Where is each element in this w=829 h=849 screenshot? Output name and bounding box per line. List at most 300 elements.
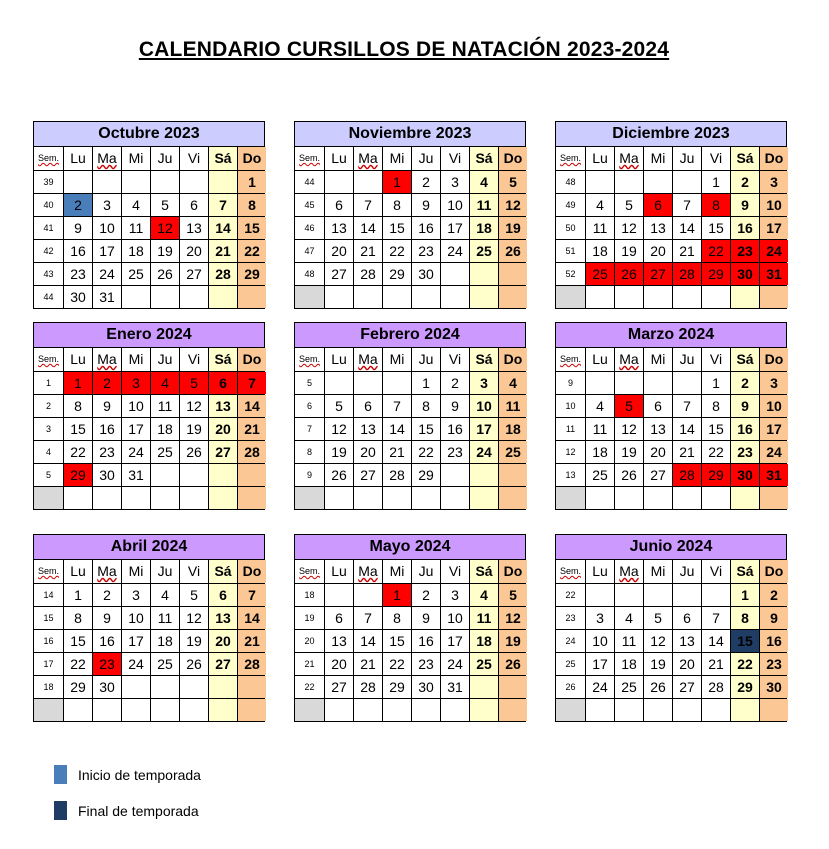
- day-cell: 2: [63, 194, 92, 216]
- day-cell: 3: [440, 171, 469, 193]
- week-row: [556, 675, 786, 698]
- day-cell: 9: [440, 395, 469, 417]
- legend-item-end: [54, 801, 199, 820]
- empty-day-cell: [324, 584, 353, 606]
- week-number: 51: [565, 246, 576, 256]
- day-cell: 14: [701, 630, 730, 652]
- empty-day-cell: [150, 286, 179, 308]
- week-row: [556, 417, 786, 440]
- day-cell: 11: [150, 395, 179, 417]
- day-cell: 26: [324, 464, 353, 486]
- day-cell: 2: [730, 171, 759, 193]
- weekday-header: Ju: [411, 560, 440, 583]
- week-row: [556, 371, 786, 394]
- day-cell: 18: [585, 240, 614, 262]
- day-cell: 16: [440, 418, 469, 440]
- day-cell: 26: [498, 240, 527, 262]
- weekday-header: Sá: [469, 560, 498, 583]
- empty-day-cell: [179, 286, 208, 308]
- day-cell: 6: [643, 395, 672, 417]
- week-row: [295, 652, 525, 675]
- empty-day-cell: [469, 699, 498, 721]
- day-cell: 2: [440, 372, 469, 394]
- empty-day-cell: [179, 171, 208, 193]
- week-row: [556, 262, 786, 285]
- weekday-header: Vi: [179, 147, 208, 170]
- day-cell: 13: [324, 217, 353, 239]
- day-cell: 9: [63, 217, 92, 239]
- day-cell: 5: [498, 584, 527, 606]
- empty-day-cell: [585, 584, 614, 606]
- empty-day-cell: [440, 286, 469, 308]
- weekday-header: Ju: [150, 147, 179, 170]
- day-cell: 17: [759, 217, 788, 239]
- day-cell: 28: [353, 263, 382, 285]
- week-row: [556, 629, 786, 652]
- day-cell: 20: [208, 418, 237, 440]
- weekday-header: Do: [498, 348, 527, 371]
- day-cell: 2: [759, 584, 788, 606]
- empty-day-cell: [614, 286, 643, 308]
- weekday-header: Vi: [179, 348, 208, 371]
- day-cell: 17: [759, 418, 788, 440]
- day-cell: 9: [759, 607, 788, 629]
- weekday-header: Ma: [614, 348, 643, 371]
- day-cell: 11: [469, 194, 498, 216]
- day-cell: 31: [759, 263, 788, 285]
- week-row: [34, 371, 264, 394]
- empty-day-cell: [179, 487, 208, 509]
- empty-day-cell: [63, 487, 92, 509]
- day-cell: 22: [411, 441, 440, 463]
- week-row: [556, 394, 786, 417]
- empty-day-cell: [179, 464, 208, 486]
- weekday-header: Do: [498, 147, 527, 170]
- day-cell: 3: [585, 607, 614, 629]
- week-number: 52: [565, 269, 576, 279]
- day-cell: 23: [411, 653, 440, 675]
- empty-day-cell: [353, 699, 382, 721]
- day-cell: 6: [324, 194, 353, 216]
- weekday-header: Ma: [614, 147, 643, 170]
- month-calendar: [294, 322, 526, 510]
- weekday-header: Ma: [614, 560, 643, 583]
- day-cell: 8: [63, 395, 92, 417]
- day-cell: 23: [411, 240, 440, 262]
- day-cell: 19: [643, 653, 672, 675]
- weekday-header: Sá: [208, 348, 237, 371]
- day-cell: 18: [150, 418, 179, 440]
- legend-label-start: Inicio de temporada: [78, 766, 201, 783]
- week-number: [556, 286, 585, 308]
- day-cell: 4: [121, 194, 150, 216]
- week-number: [295, 286, 324, 308]
- day-cell: 14: [237, 395, 266, 417]
- page-title: CALENDARIO CURSILLOS DE NATACIÓN 2023-2024: [138, 38, 670, 61]
- day-cell: 21: [672, 240, 701, 262]
- week-row: [34, 675, 264, 698]
- weekday-header: Lu: [63, 348, 92, 371]
- day-cell: 5: [150, 194, 179, 216]
- empty-day-cell: [701, 286, 730, 308]
- week-number: 17: [43, 659, 54, 669]
- empty-day-cell: [382, 372, 411, 394]
- day-cell: 18: [150, 630, 179, 652]
- day-cell: 30: [730, 464, 759, 486]
- day-cell: 23: [759, 653, 788, 675]
- weekday-header: Sem.: [37, 566, 59, 576]
- day-cell: 23: [63, 263, 92, 285]
- day-cell: 1: [382, 171, 411, 193]
- empty-day-cell: [759, 699, 788, 721]
- empty-day-cell: [440, 699, 469, 721]
- day-cell: 11: [469, 607, 498, 629]
- day-cell: 5: [498, 171, 527, 193]
- weekday-header: Sem.: [298, 354, 320, 364]
- weekday-header: Sá: [469, 348, 498, 371]
- week-number: 48: [565, 177, 576, 187]
- week-row: [556, 463, 786, 486]
- day-cell: 10: [440, 607, 469, 629]
- day-cell: 5: [179, 372, 208, 394]
- month-calendar: [33, 121, 265, 309]
- weekday-header: Mi: [121, 147, 150, 170]
- day-cell: 6: [353, 395, 382, 417]
- day-cell: 6: [324, 607, 353, 629]
- empty-day-cell: [701, 699, 730, 721]
- week-row: [295, 262, 525, 285]
- week-row: [295, 394, 525, 417]
- day-cell: 15: [63, 630, 92, 652]
- month-title: Enero 2024: [34, 323, 264, 348]
- day-cell: 13: [208, 395, 237, 417]
- day-cell: 4: [469, 171, 498, 193]
- day-cell: 14: [353, 630, 382, 652]
- empty-day-cell: [614, 699, 643, 721]
- day-cell: 12: [324, 418, 353, 440]
- week-row: [556, 193, 786, 216]
- week-row: [34, 262, 264, 285]
- week-row: [34, 629, 264, 652]
- week-number: 2: [45, 401, 51, 411]
- day-cell: 3: [121, 372, 150, 394]
- day-cell: 9: [92, 395, 121, 417]
- day-cell: 21: [208, 240, 237, 262]
- weekday-header: Ju: [150, 348, 179, 371]
- weekday-header: Do: [759, 560, 788, 583]
- day-cell: 15: [701, 217, 730, 239]
- week-number: 10: [565, 401, 576, 411]
- weekday-header: Vi: [440, 348, 469, 371]
- day-cell: 8: [237, 194, 266, 216]
- day-cell: 29: [382, 676, 411, 698]
- week-number: 6: [306, 401, 312, 411]
- week-number: 40: [43, 200, 54, 210]
- day-cell: 16: [411, 217, 440, 239]
- empty-day-cell: [498, 263, 527, 285]
- day-cell: 1: [411, 372, 440, 394]
- week-number: [34, 699, 63, 721]
- day-cell: 14: [353, 217, 382, 239]
- day-cell: 3: [469, 372, 498, 394]
- day-cell: 10: [121, 395, 150, 417]
- day-cell: 11: [614, 630, 643, 652]
- weekday-header: Vi: [179, 560, 208, 583]
- empty-day-cell: [498, 676, 527, 698]
- day-cell: 23: [92, 441, 121, 463]
- empty-day-cell: [63, 171, 92, 193]
- empty-day-cell: [121, 171, 150, 193]
- empty-day-cell: [614, 487, 643, 509]
- day-cell: 3: [121, 584, 150, 606]
- month-calendar: [294, 534, 526, 722]
- empty-day-cell: [411, 487, 440, 509]
- day-cell: 8: [701, 194, 730, 216]
- day-cell: 5: [614, 395, 643, 417]
- weekday-header: Ma: [92, 560, 121, 583]
- day-cell: 10: [759, 194, 788, 216]
- week-number: 1: [45, 378, 51, 388]
- day-cell: 8: [382, 607, 411, 629]
- day-cell: 17: [92, 240, 121, 262]
- month-calendar: [294, 121, 526, 309]
- weekday-header: Lu: [63, 560, 92, 583]
- week-number: 44: [43, 292, 54, 302]
- day-cell: 3: [440, 584, 469, 606]
- day-cell: 18: [469, 217, 498, 239]
- empty-day-cell: [498, 464, 527, 486]
- day-cell: 26: [498, 653, 527, 675]
- weekday-header: Sá: [208, 147, 237, 170]
- weekday-header: Do: [498, 560, 527, 583]
- week-row: [295, 606, 525, 629]
- day-cell: 24: [759, 441, 788, 463]
- month-title: Noviembre 2023: [295, 122, 525, 147]
- day-cell: 9: [411, 607, 440, 629]
- day-cell: 28: [701, 676, 730, 698]
- empty-day-cell: [643, 286, 672, 308]
- empty-day-cell: [759, 487, 788, 509]
- week-number: 18: [304, 590, 315, 600]
- weekday-header: Sem.: [37, 354, 59, 364]
- day-cell: 2: [411, 584, 440, 606]
- week-number: 42: [43, 246, 54, 256]
- day-cell: 15: [382, 630, 411, 652]
- day-cell: 12: [614, 217, 643, 239]
- weekday-header: Do: [237, 147, 266, 170]
- month-calendar: [555, 534, 787, 722]
- week-number: 15: [43, 613, 54, 623]
- day-cell: 28: [237, 653, 266, 675]
- weekday-header: Ju: [150, 560, 179, 583]
- day-cell: 22: [63, 653, 92, 675]
- day-cell: 22: [701, 441, 730, 463]
- day-cell: 19: [324, 441, 353, 463]
- day-cell: 27: [643, 263, 672, 285]
- week-row: [556, 583, 786, 606]
- day-cell: 30: [411, 263, 440, 285]
- empty-day-cell: [498, 286, 527, 308]
- week-number: 46: [304, 223, 315, 233]
- day-cell: 22: [237, 240, 266, 262]
- week-row: [295, 486, 525, 509]
- day-cell: 27: [324, 676, 353, 698]
- empty-day-cell: [179, 699, 208, 721]
- week-number: 7: [306, 424, 312, 434]
- day-cell: 28: [382, 464, 411, 486]
- day-cell: 22: [382, 653, 411, 675]
- week-row: [295, 239, 525, 262]
- day-cell: 17: [121, 418, 150, 440]
- empty-day-cell: [237, 699, 266, 721]
- day-cell: 30: [759, 676, 788, 698]
- day-cell: 27: [643, 464, 672, 486]
- day-cell: 13: [353, 418, 382, 440]
- week-number: 9: [306, 470, 312, 480]
- week-number: 43: [43, 269, 54, 279]
- day-cell: 23: [440, 441, 469, 463]
- week-number: 23: [565, 613, 576, 623]
- day-cell: 10: [92, 217, 121, 239]
- day-cell: 9: [730, 194, 759, 216]
- week-row: [34, 216, 264, 239]
- day-cell: 1: [63, 584, 92, 606]
- day-cell: 26: [614, 263, 643, 285]
- week-number: [295, 487, 324, 509]
- day-cell: 21: [353, 240, 382, 262]
- day-cell: 7: [208, 194, 237, 216]
- day-cell: 15: [411, 418, 440, 440]
- week-number: 4: [45, 447, 51, 457]
- day-cell: 12: [498, 607, 527, 629]
- weekday-header: Mi: [382, 348, 411, 371]
- weekday-header: Ju: [411, 147, 440, 170]
- week-row: [34, 193, 264, 216]
- day-cell: 18: [585, 441, 614, 463]
- weekday-header: Sá: [730, 348, 759, 371]
- weekday-header: Do: [237, 348, 266, 371]
- day-cell: 1: [237, 171, 266, 193]
- week-row: [34, 486, 264, 509]
- empty-day-cell: [672, 487, 701, 509]
- day-cell: 13: [324, 630, 353, 652]
- day-cell: 22: [382, 240, 411, 262]
- day-cell: 21: [382, 441, 411, 463]
- empty-day-cell: [208, 464, 237, 486]
- day-cell: 30: [411, 676, 440, 698]
- weekday-header: Vi: [701, 560, 730, 583]
- day-cell: 7: [353, 607, 382, 629]
- empty-day-cell: [324, 372, 353, 394]
- weekday-header: Ju: [672, 560, 701, 583]
- day-cell: 24: [469, 441, 498, 463]
- empty-day-cell: [469, 286, 498, 308]
- day-cell: 15: [730, 630, 759, 652]
- week-row: [34, 394, 264, 417]
- day-cell: 1: [730, 584, 759, 606]
- day-cell: 24: [121, 441, 150, 463]
- empty-day-cell: [324, 487, 353, 509]
- day-cell: 29: [63, 464, 92, 486]
- week-number: 13: [565, 470, 576, 480]
- empty-day-cell: [759, 286, 788, 308]
- empty-day-cell: [353, 487, 382, 509]
- day-cell: 4: [469, 584, 498, 606]
- weekday-header: Lu: [585, 560, 614, 583]
- day-cell: 2: [92, 372, 121, 394]
- week-row: [34, 698, 264, 721]
- week-row: [295, 170, 525, 193]
- empty-day-cell: [672, 171, 701, 193]
- day-cell: 19: [498, 217, 527, 239]
- day-cell: 15: [237, 217, 266, 239]
- day-cell: 7: [701, 607, 730, 629]
- weekday-header: Ma: [353, 348, 382, 371]
- week-number: 21: [304, 659, 315, 669]
- empty-day-cell: [324, 286, 353, 308]
- day-cell: 13: [179, 217, 208, 239]
- empty-day-cell: [614, 372, 643, 394]
- weekday-header: Lu: [324, 147, 353, 170]
- day-cell: 18: [498, 418, 527, 440]
- day-cell: 27: [208, 653, 237, 675]
- week-number: 18: [43, 682, 54, 692]
- empty-day-cell: [237, 487, 266, 509]
- week-number: 26: [565, 682, 576, 692]
- empty-day-cell: [411, 286, 440, 308]
- week-row: [556, 440, 786, 463]
- week-number: 5: [306, 378, 312, 388]
- day-cell: 3: [92, 194, 121, 216]
- day-cell: 22: [63, 441, 92, 463]
- day-cell: 27: [672, 676, 701, 698]
- day-cell: 9: [92, 607, 121, 629]
- day-cell: 13: [643, 217, 672, 239]
- day-cell: 1: [701, 171, 730, 193]
- day-cell: 20: [324, 653, 353, 675]
- empty-day-cell: [208, 286, 237, 308]
- day-cell: 10: [585, 630, 614, 652]
- day-cell: 14: [208, 217, 237, 239]
- week-number: 45: [304, 200, 315, 210]
- month-title: Octubre 2023: [34, 122, 264, 147]
- week-number: 8: [306, 447, 312, 457]
- day-cell: 8: [730, 607, 759, 629]
- week-row: [556, 698, 786, 721]
- day-cell: 18: [121, 240, 150, 262]
- day-cell: 1: [63, 372, 92, 394]
- day-cell: 29: [730, 676, 759, 698]
- day-cell: 14: [237, 607, 266, 629]
- month-calendar: [555, 121, 787, 309]
- weekday-header: Lu: [585, 348, 614, 371]
- week-number: 22: [304, 682, 315, 692]
- day-cell: 24: [92, 263, 121, 285]
- week-number: 24: [565, 636, 576, 646]
- empty-day-cell: [92, 171, 121, 193]
- empty-day-cell: [324, 699, 353, 721]
- day-cell: 7: [382, 395, 411, 417]
- day-cell: 17: [440, 630, 469, 652]
- weekday-header: Ju: [411, 348, 440, 371]
- week-number: 44: [304, 177, 315, 187]
- day-cell: 29: [411, 464, 440, 486]
- empty-day-cell: [730, 699, 759, 721]
- weekday-header: Ju: [672, 348, 701, 371]
- season-end-swatch: [54, 801, 67, 820]
- day-cell: 8: [382, 194, 411, 216]
- weekday-header: Sem.: [559, 354, 581, 364]
